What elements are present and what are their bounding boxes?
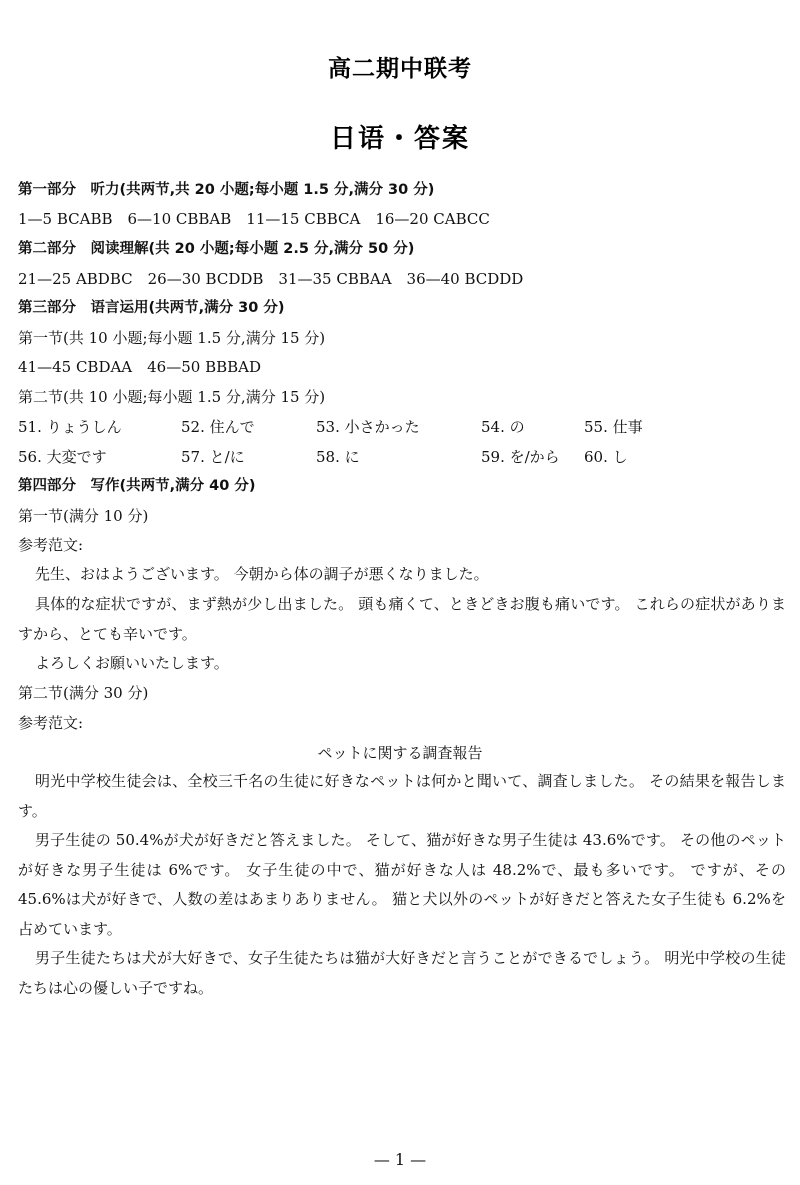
- part1-answers: 1—5 BCABB 6—10 CBBAB 11—15 CBBCA 16—20 CABCC: [18, 210, 490, 228]
- part3-heading: 第三部分 语言运用(共两节,满分 30 分): [18, 300, 285, 316]
- exam-subtitle: 日语・答案: [329, 124, 470, 154]
- part2-answers: 21—25 ABDBC 26—30 BCDDB 31—35 CBBAA 36—40 BCDDD: [18, 270, 524, 288]
- part4-section1-heading: 第一节(满分 10 分): [18, 507, 149, 525]
- essay-paragraph: 明光中学校生徒会は、全校三千名の生徒に好きなペットは何かと聞いて、調査しました。 その結果を報告します。: [18, 772, 786, 820]
- essay-paragraph: 男子生徒の 50.4%が犬が好きだと答えました。 そして、猫が好きな男子生徒は 43.6%です。 その他のペットが好きな男子生徒は 6%です。 女子生徒の中で、猫が好きな人は 48.2%で、最も多いです。 ですが、その 45.6%は犬が好きで、人数の差はあまりありません。 猫と犬以外のペットが好きだと答えた女子生徒も 6.2%を占めています。: [18, 831, 786, 938]
- essay-paragraph: 具体的な症状ですが、まず熱が少し出ました。 頭も痛くて、ときどきお腹も痛いです。 これらの症状がありますから、とても辛いです。: [18, 595, 786, 643]
- part3-section2-heading: 第二节(共 10 小题;每小题 1.5 分,满分 15 分): [18, 388, 326, 406]
- fill-answer: 56. 大変です: [18, 448, 107, 466]
- fill-answer: 55. 仕事: [584, 418, 643, 436]
- essay-paragraph: よろしくお願いいたします。: [35, 654, 229, 672]
- part3-section1-answers: 41—45 CBDAA 46—50 BBBAD: [18, 358, 262, 376]
- essay-paragraph: 先生、おはようございます。 今朝から体の調子が悪くなりました。: [35, 565, 489, 583]
- fill-answer: 51. りょうしん: [18, 418, 122, 436]
- essay-title: ペットに関する調査報告: [317, 744, 483, 762]
- fill-answer: 60. し: [584, 448, 628, 466]
- part1-heading: 第一部分 听力(共两节,共 20 小题;每小题 1.5 分,满分 30 分): [18, 182, 435, 198]
- exam-title: 高二期中联考: [328, 56, 472, 82]
- page-number: — 1 —: [373, 1150, 427, 1169]
- part4-heading: 第四部分 写作(共两节,满分 40 分): [18, 478, 256, 494]
- fill-answer: 58. に: [316, 448, 360, 466]
- fill-answer: 53. 小さかった: [316, 418, 420, 436]
- part2-heading: 第二部分 阅读理解(共 20 小题;每小题 2.5 分,满分 50 分): [18, 241, 415, 257]
- fill-answer: 54. の: [481, 418, 525, 436]
- fill-answer: 52. 住んで: [181, 418, 255, 436]
- part3-section1-heading: 第一节(共 10 小题;每小题 1.5 分,满分 15 分): [18, 329, 326, 347]
- sample-essay-label: 参考范文:: [18, 536, 84, 554]
- fill-answer: 59. を/から: [481, 448, 560, 466]
- fill-answer: 57. と/に: [181, 448, 245, 466]
- sample-essay-label: 参考范文:: [18, 714, 84, 732]
- part4-section2-heading: 第二节(满分 30 分): [18, 684, 149, 702]
- essay-paragraph: 男子生徒たちは犬が大好きで、女子生徒たちは猫が大好きだと言うことができるでしょう。 明光中学校の生徒たちは心の優しい子ですね。: [18, 949, 786, 997]
